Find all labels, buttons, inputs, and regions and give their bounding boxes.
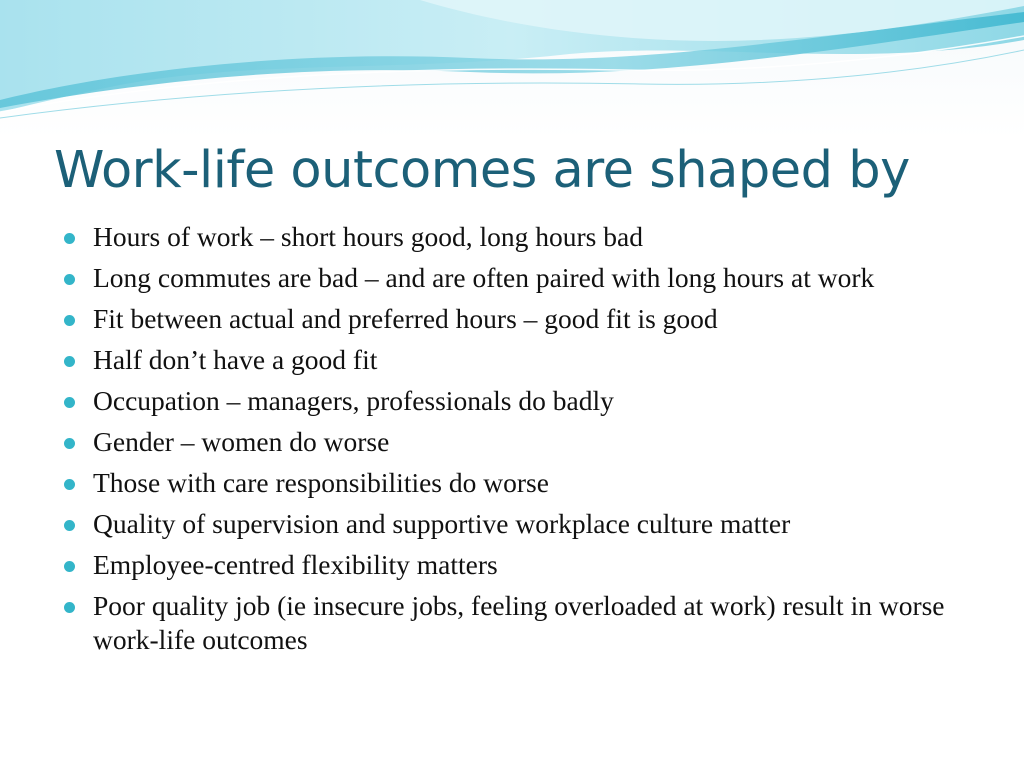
bullet-dot-icon bbox=[64, 561, 75, 572]
slide-title: Work-life outcomes are shaped by bbox=[54, 141, 910, 200]
bullet-dot-icon bbox=[64, 520, 75, 531]
bullet-dot-icon bbox=[64, 397, 75, 408]
bullet-dot-icon bbox=[64, 438, 75, 449]
bullet-text: Occupation – managers, professionals do badly bbox=[93, 385, 614, 416]
bullet-text: Employee-centred flexibility matters bbox=[93, 549, 498, 580]
bullet-text: Quality of supervision and supportive workplace culture matter bbox=[93, 508, 791, 539]
bullet-dot-icon bbox=[64, 479, 75, 490]
bullet-dot-icon bbox=[64, 274, 75, 285]
bullet-text: Long commutes are bad – and are often paired with long hours at work bbox=[93, 262, 875, 293]
bullet-text: Gender – women do worse bbox=[93, 426, 390, 457]
bullet-item bbox=[64, 343, 964, 377]
bullet-text: Half don’t have a good fit bbox=[93, 344, 378, 375]
bullet-text: Hours of work – short hours good, long hours bad bbox=[93, 221, 643, 252]
bullet-list bbox=[64, 220, 964, 664]
bullet-item bbox=[64, 425, 964, 459]
bullet-item bbox=[64, 548, 964, 582]
bullet-dot-icon bbox=[64, 315, 75, 326]
bullet-item bbox=[64, 220, 964, 254]
bullet-item bbox=[64, 384, 964, 418]
bullet-text: Poor quality job (ie insecure jobs, feeling overloaded at work) result in worse work-life outcomes bbox=[93, 590, 945, 655]
header-wave-decoration bbox=[0, 0, 1024, 130]
bullet-item bbox=[64, 261, 964, 295]
bullet-item bbox=[64, 507, 964, 541]
bullet-text: Fit between actual and preferred hours – good fit is good bbox=[93, 303, 718, 334]
bullet-item bbox=[64, 302, 964, 336]
bullet-item bbox=[64, 589, 964, 657]
bullet-dot-icon bbox=[64, 233, 75, 244]
bullet-text: Those with care responsibilities do worse bbox=[93, 467, 549, 498]
bullet-dot-icon bbox=[64, 602, 75, 613]
bullet-item bbox=[64, 466, 964, 500]
bullet-dot-icon bbox=[64, 356, 75, 367]
